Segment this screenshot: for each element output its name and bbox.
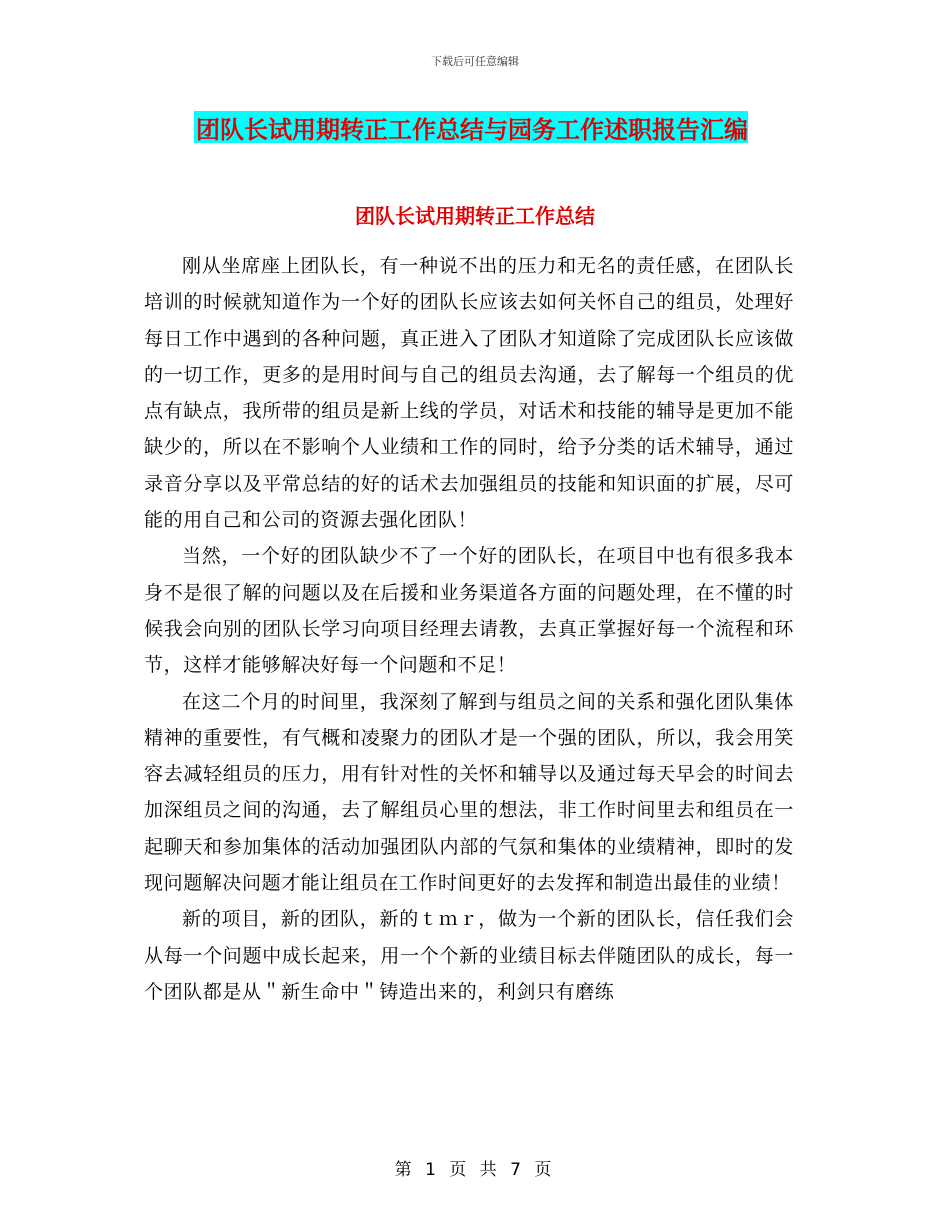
sub-title: 团队长试用期转正工作总结 <box>355 204 595 228</box>
main-title: 团队长试用期转正工作总结与园务工作述职报告汇编 <box>196 115 748 144</box>
paragraph: 在这二个月的时间里，我深刻了解到与组员之间的关系和强化团队集体精神的重要性，有气概和凌聚力的团队才是一个强的团队，所以，我会用笑容去减轻组员的压力，用有针对性的关怀和辅导以及通过每天早会的时间去加深组员之间的沟通，去了解组员心里的想法，非工作时间里去和组员在一起聊天和参加集体的活动加强团队内部的气氛和集体的业绩精神，即时的发现问题解决问题才能让组员在工作时间更好的去发挥和制造出最佳的业绩！ <box>144 690 794 895</box>
paragraph: 新的项目，新的团队，新的ｔｍｒ，做为一个新的团队长，信任我们会从每一个问题中成长起来，用一个个新的业绩目标去伴随团队的成长，每一个团队都是从＂新生命中＂铸造出来的，利剑只有磨练 <box>144 908 794 1003</box>
paragraph: 当然，一个好的团队缺少不了一个好的团队长，在项目中也有很多我本身不是很了解的问题以及在后援和业务渠道各方面的问题处理，在不懂的时候我会向别的团队长学习向项目经理去请教，去真正掌握好每一个流程和环节，这样才能够解决好每一个问题和不足！ <box>144 545 794 677</box>
paragraph: 刚从坐席座上团队长，有一种说不出的压力和无名的责任感，在团队长培训的时候就知道作为一个好的团队长应该去如何关怀自己的组员，处理好每日工作中遇到的各种问题，真正进入了团队才知道除了完成团队长应该做的一切工作，更多的是用时间与自己的组员去沟通，去了解每一个组员的优点有缺点，我所带的组员是新上线的学员，对话术和技能的辅导是更加不能缺少的，所以在不影响个人业绩和工作的同时，给予分类的话术辅导，通过录音分享以及平常总结的好的话术去加强组员的技能和知识面的扩展，尽可能的用自己和公司的资源去强化团队！ <box>144 255 794 532</box>
header-note: 下载后可任意编辑 <box>431 55 519 68</box>
main-title-highlight <box>194 111 748 143</box>
body-text <box>144 248 794 1010</box>
page-number-footer: 第 1 页 共 7 页 <box>394 1160 556 1180</box>
